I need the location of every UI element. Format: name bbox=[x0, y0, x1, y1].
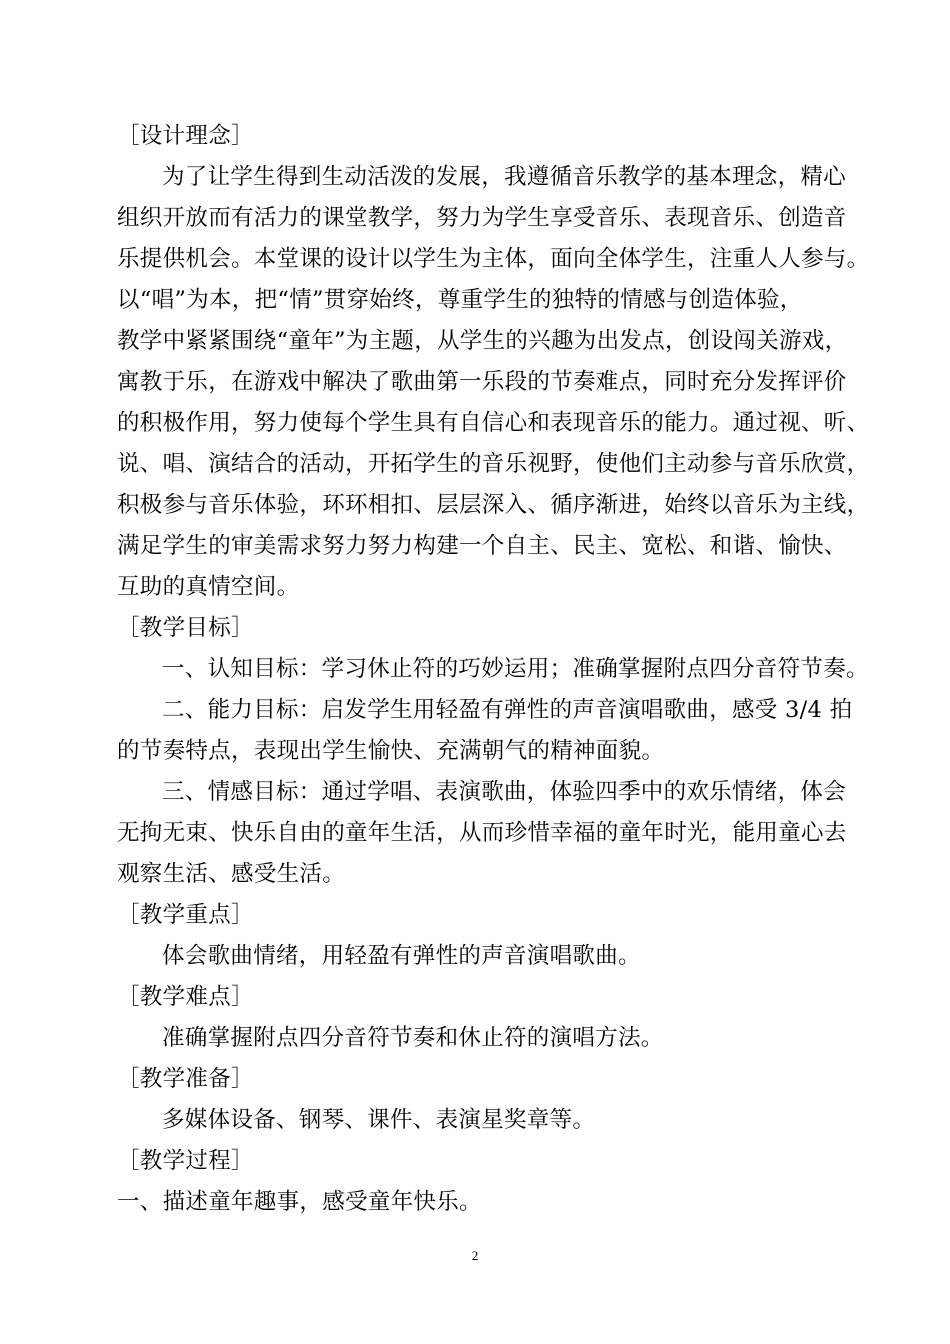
paragraph-line: 为了让学生得到生动活泼的发展，我遵循音乐教学的基本理念，精心 bbox=[162, 164, 847, 190]
section-heading: ［教学重点］ bbox=[117, 902, 254, 928]
paragraph-line: 说、唱、演结合的活动，开拓学生的音乐视野，使他们主动参与音乐欣赏， bbox=[117, 451, 870, 477]
paragraph-line: 的积极作用，努力使每个学生具有自信心和表现音乐的能力。通过视、听、 bbox=[117, 410, 870, 436]
paragraph-line: 以“唱”为本，把“情”贯穿始终，尊重学生的独特的情感与创造体验， bbox=[117, 287, 803, 313]
section-heading: ［教学难点］ bbox=[117, 984, 254, 1010]
paragraph-line: 多媒体设备、钢琴、课件、表演星奖章等。 bbox=[162, 1107, 596, 1133]
paragraph-line: 满足学生的审美需求努力努力构建一个自主、民主、宽松、和谐、愉快、 bbox=[117, 533, 847, 559]
paragraph-line: 三、情感目标：通过学唱、表演歌曲，体验四季中的欢乐情绪，体会 bbox=[162, 779, 847, 805]
document-body bbox=[117, 116, 870, 1223]
page-number: 2 bbox=[471, 1248, 479, 1263]
paragraph-line: 体会歌曲情绪，用轻盈有弹性的声音演唱歌曲。 bbox=[162, 943, 641, 969]
paragraph-line: 互助的真情空间。 bbox=[117, 574, 300, 600]
paragraph-line: 乐提供机会。本堂课的设计以学生为主体，面向全体学生，注重人人参与。 bbox=[117, 246, 870, 272]
paragraph-line: 积极参与音乐体验，环环相扣、层层深入、循序渐进，始终以音乐为主线， bbox=[117, 492, 870, 518]
paragraph-line: 一、描述童年趣事，感受童年快乐。 bbox=[117, 1189, 482, 1215]
paragraph-line: 二、能力目标：启发学生用轻盈有弹性的声音演唱歌曲，感受 3/4 拍 bbox=[162, 697, 853, 723]
paragraph-line: 观察生活、感受生活。 bbox=[117, 861, 346, 887]
paragraph-line: 教学中紧紧围绕“童年”为主题，从学生的兴趣为出发点，创设闯关游戏， bbox=[117, 328, 848, 354]
section-heading: ［教学目标］ bbox=[117, 615, 254, 641]
section-heading: ［教学过程］ bbox=[117, 1148, 254, 1174]
paragraph-line: 寓教于乐，在游戏中解决了歌曲第一乐段的节奏难点，同时充分发挥评价 bbox=[117, 369, 847, 395]
section-heading: ［设计理念］ bbox=[117, 123, 254, 149]
paragraph-line: 组织开放而有活力的课堂教学，努力为学生享受音乐、表现音乐、创造音 bbox=[117, 205, 847, 231]
paragraph-line: 无拘无束、快乐自由的童年生活，从而珍惜幸福的童年时光，能用童心去 bbox=[117, 820, 847, 846]
section-heading: ［教学准备］ bbox=[117, 1066, 254, 1092]
paragraph-line: 准确掌握附点四分音符节奏和休止符的演唱方法。 bbox=[162, 1025, 664, 1051]
paragraph-line: 一、认知目标：学习休止符的巧妙运用；准确掌握附点四分音符节奏。 bbox=[162, 656, 869, 682]
paragraph-line: 的节奏特点，表现出学生愉快、充满朝气的精神面貌。 bbox=[117, 738, 665, 764]
